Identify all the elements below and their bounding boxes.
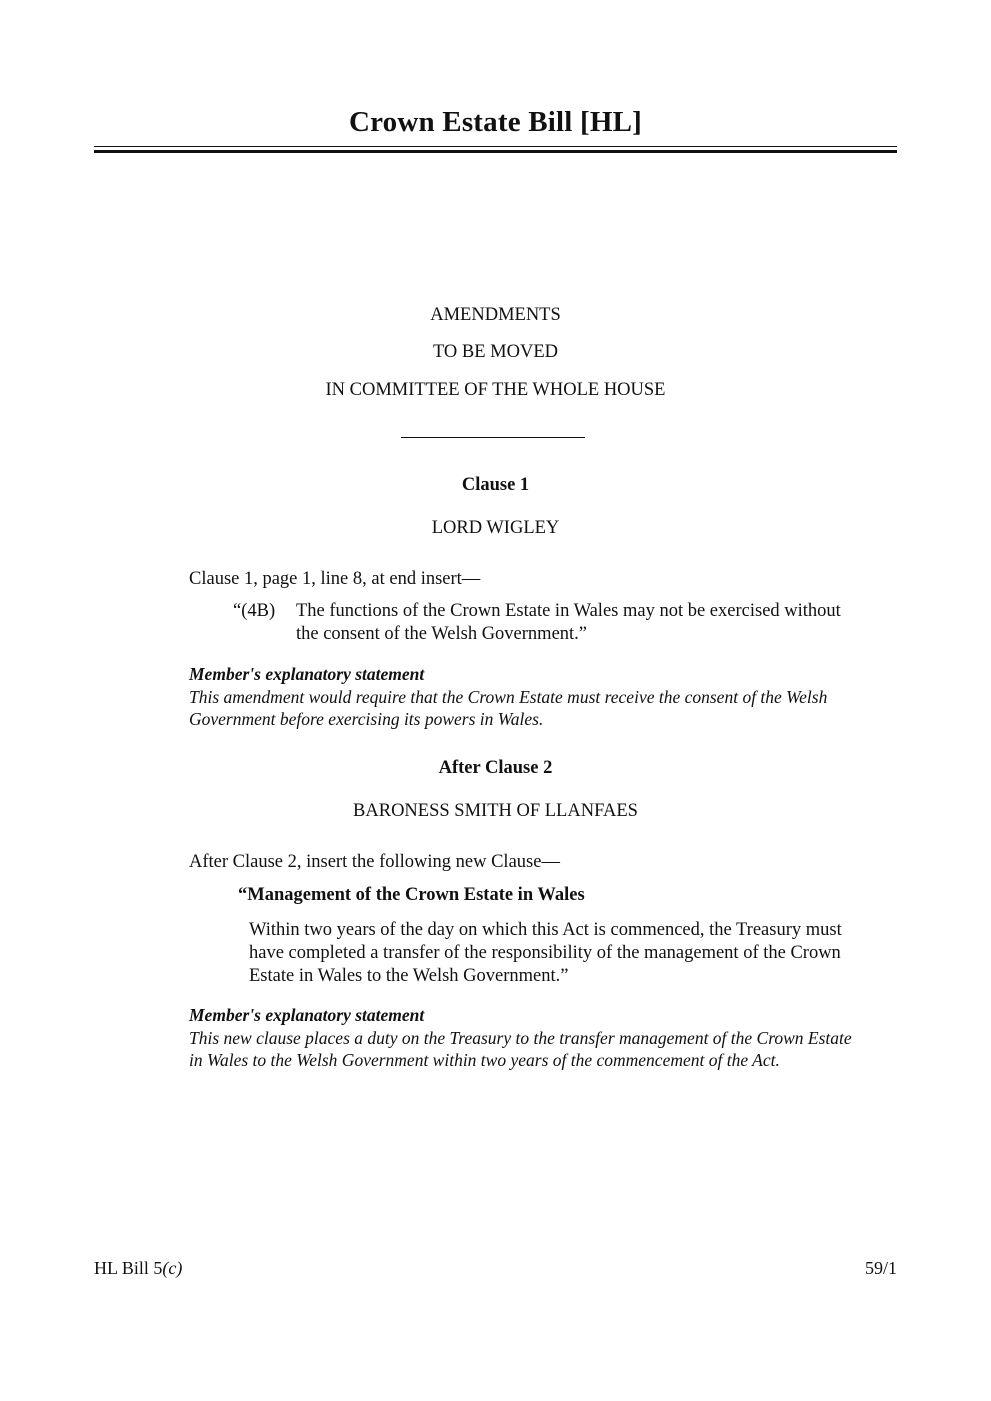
explanatory-statement-line-2: Government before exercising its powers in Wales. [189,709,544,729]
bill-reference-suffix: (c) [162,1258,183,1278]
explanatory-statement-line-1: This new clause places a duty on the Treasury to the transfer management of the Crown Estate [189,1028,852,1048]
document-title: Crown Estate Bill [HL] [348,106,643,138]
title-rule-thick [94,150,897,153]
preamble-divider [401,437,585,438]
explanatory-statement-line-1: This amendment would require that the Crown Estate must receive the consent of the Welsh [189,687,828,707]
bill-reference [94,1258,182,1279]
insert-label: “(4B) [233,601,276,621]
page-reference: 59/1 [864,1258,897,1278]
member-name: LORD WIGLEY [431,518,560,538]
preamble-line-1: AMENDMENTS [430,305,561,325]
new-clause-line-3: Estate in Wales to the Welsh Government.” [249,966,569,986]
title-rule-thin [94,146,897,147]
clause-heading: After Clause 2 [438,758,553,778]
explanatory-statement-line-2: in Wales to the Welsh Government within two years of the commencement of the Act. [189,1050,780,1070]
new-clause-title: “Management of the Crown Estate in Wales [238,885,585,905]
insert-text-line-1: The functions of the Crown Estate in Wales may not be exercised without [296,601,841,621]
bill-reference-number: HL Bill 5 [94,1258,163,1278]
explanatory-statement-heading: Member's explanatory statement [189,1005,425,1025]
preamble-line-2: TO BE MOVED [432,342,559,362]
new-clause-line-1: Within two years of the day on which this Act is commenced, the Treasury must [249,920,842,940]
member-name: BARONESS SMITH OF LLANFAES [353,801,638,821]
amendment-instruction: Clause 1, page 1, line 8, at end insert— [189,569,481,589]
explanatory-statement-heading: Member's explanatory statement [189,664,425,684]
preamble-line-3: IN COMMITTEE OF THE WHOLE HOUSE [325,380,666,400]
clause-heading: Clause 1 [461,475,530,495]
new-clause-line-2: have completed a transfer of the responsibility of the management of the Crown [249,943,841,963]
insert-text-line-2: the consent of the Welsh Government.” [296,624,588,644]
amendment-instruction: After Clause 2, insert the following new Clause— [189,852,560,872]
